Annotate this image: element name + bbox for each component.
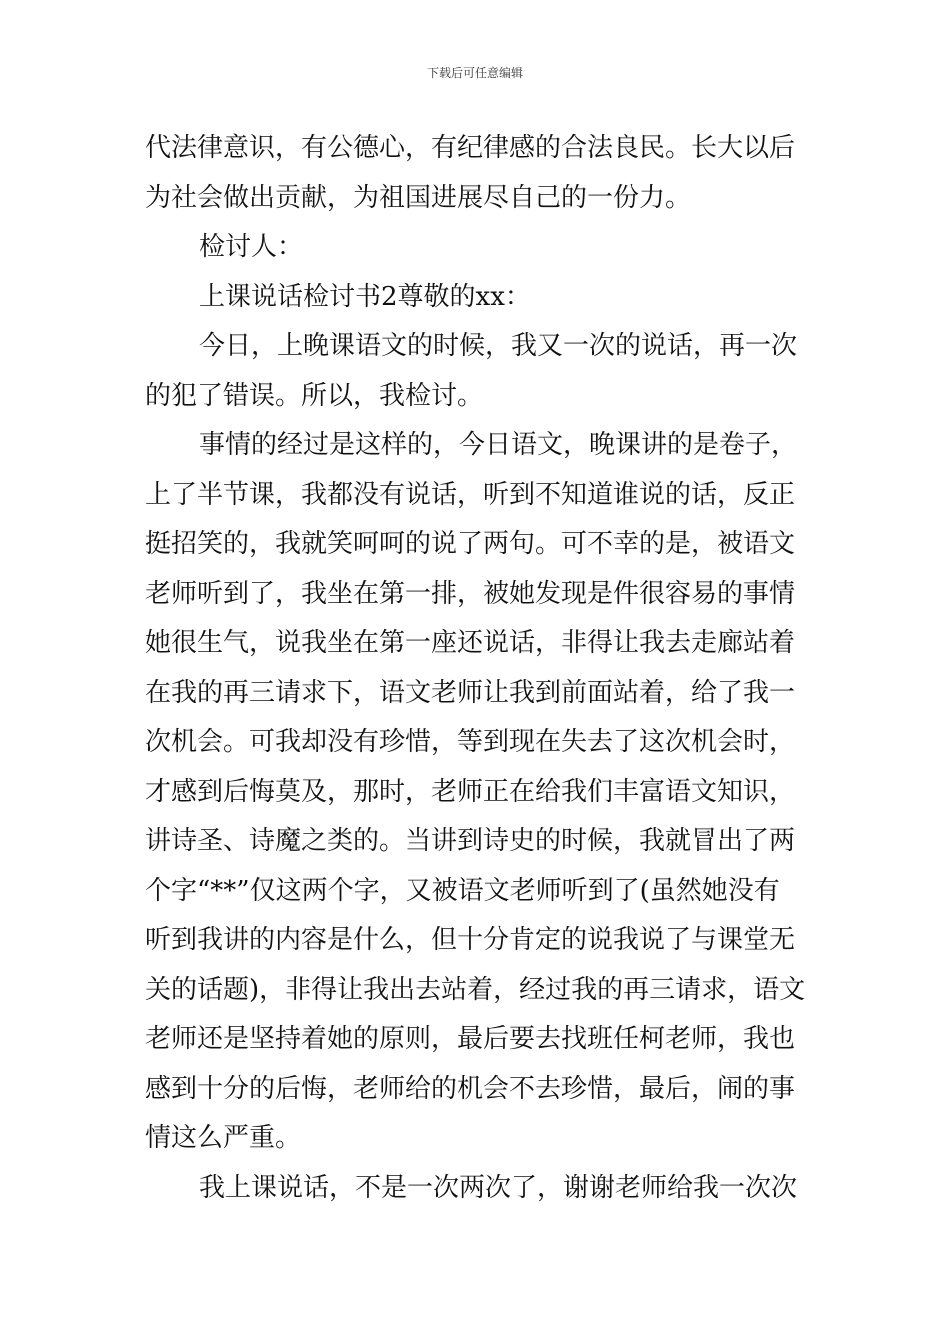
document-body: [145, 124, 807, 1213]
page-header-note: 下载后可任意编辑: [426, 66, 523, 80]
text-line: 在我的再三请求下，语文老师让我到前面站着，给了我一: [145, 677, 796, 708]
text-line: 讲诗圣、诗魔之类的。当讲到诗史的时候，我就冒出了两: [145, 826, 796, 856]
text-line: 的犯了错误。所以，我检讨。: [145, 380, 484, 411]
text-line: 情这么严重。: [145, 1123, 302, 1153]
text-line: 个字“**”仅这两个字，又被语文老师听到了(虽然她没有: [145, 875, 780, 906]
text-line: 老师听到了，我坐在第一排，被她发现是件很容易的事情: [145, 578, 796, 609]
text-line: 上了半节课，我都没有说话，听到不知道谁说的话，反正: [145, 479, 796, 510]
text-line: 关的话题)，非得让我出去站着，经过我的再三请求，语文: [145, 974, 806, 1005]
text-line: 老师还是坚持着她的原则，最后要去找班任柯老师，我也: [145, 1024, 796, 1054]
text-line: 次机会。可我却没有珍惜，等到现在失去了这次机会时，: [145, 727, 796, 757]
signature-label: 检讨人：: [199, 232, 304, 262]
text-line: 才感到后悔莫及，那时，老师正在给我们丰富语文知识，: [145, 776, 796, 807]
text-line: 她很生气，说我坐在第一座还说话，非得让我去走廊站着: [145, 628, 796, 658]
section-title: 上课说话检讨书2尊敬的xx：: [199, 281, 531, 312]
text-line: 代法律意识，有公德心，有纪律感的合法良民。长大以后: [145, 133, 796, 163]
paragraph-start: 事情的经过是这样的，今日语文，晚课讲的是卷子，: [199, 430, 798, 460]
text-line: 听到我讲的内容是什么，但十分肯定的说我说了与课堂无: [145, 925, 796, 955]
text-line: 感到十分的后悔，老师给的机会不去珍惜，最后，闹的事: [145, 1073, 796, 1104]
paragraph-start: 今日，上晚课语文的时候，我又一次的说话，再一次: [199, 331, 798, 361]
text-line: 挺招笑的，我就笑呵呵的说了两句。可不幸的是，被语文: [145, 529, 796, 559]
text-line: 为社会做出贡献，为祖国进展尽自己的一份力。: [145, 182, 692, 213]
paragraph-start: 我上课说话，不是一次两次了，谢谢老师给我一次次: [199, 1172, 798, 1203]
